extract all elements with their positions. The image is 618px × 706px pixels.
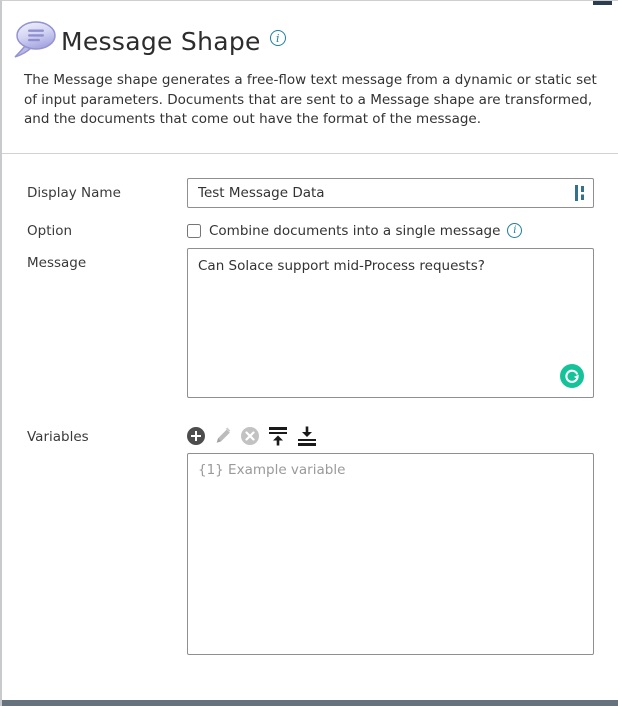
option-row: [2, 223, 618, 239]
x-circle-icon: [241, 427, 259, 445]
variables-list[interactable]: [187, 453, 594, 655]
grammarly-icon[interactable]: [560, 364, 584, 388]
message-label: Message: [27, 254, 87, 271]
message-textarea[interactable]: [187, 248, 594, 398]
variables-label: Variables: [27, 428, 89, 445]
variables-row: [2, 424, 618, 655]
add-variable-button[interactable]: [187, 427, 205, 445]
divider: [2, 153, 618, 154]
variables-toolbar: [187, 424, 594, 448]
lines-arrow-up-icon: [268, 426, 288, 446]
header: [2, 1, 618, 63]
page-title: Message Shape: [61, 26, 261, 56]
combine-documents-checkbox[interactable]: [187, 224, 201, 238]
edit-variable-button[interactable]: [214, 427, 232, 445]
shape-form: [2, 178, 618, 655]
combine-documents-label: Combine documents into a single message: [209, 222, 501, 239]
top-edge-notch: [593, 1, 612, 5]
display-name-input[interactable]: [187, 178, 594, 208]
plus-circle-icon: [187, 427, 205, 445]
message-row: [2, 248, 618, 398]
export-variables-button[interactable]: [268, 426, 288, 446]
bottom-bar: [2, 700, 618, 706]
display-name-label: Display Name: [27, 184, 121, 201]
pencil-icon: [214, 427, 232, 445]
import-variables-button[interactable]: [297, 426, 317, 446]
shape-description: The Message shape generates a free-flow text message from a dynamic or static set of input parameters. Documents that are sent to a Message shape are transformed, and the documents that come out have the format of the message.: [24, 72, 597, 127]
display-name-row: [2, 178, 618, 208]
remove-variable-button[interactable]: [241, 427, 259, 445]
info-icon[interactable]: i: [507, 223, 522, 238]
info-icon[interactable]: i: [270, 30, 286, 46]
variable-bars-icon[interactable]: [574, 185, 586, 201]
option-label: Option: [27, 222, 73, 239]
message-bubble-icon: [12, 19, 58, 63]
arrow-down-lines-icon: [297, 426, 317, 446]
